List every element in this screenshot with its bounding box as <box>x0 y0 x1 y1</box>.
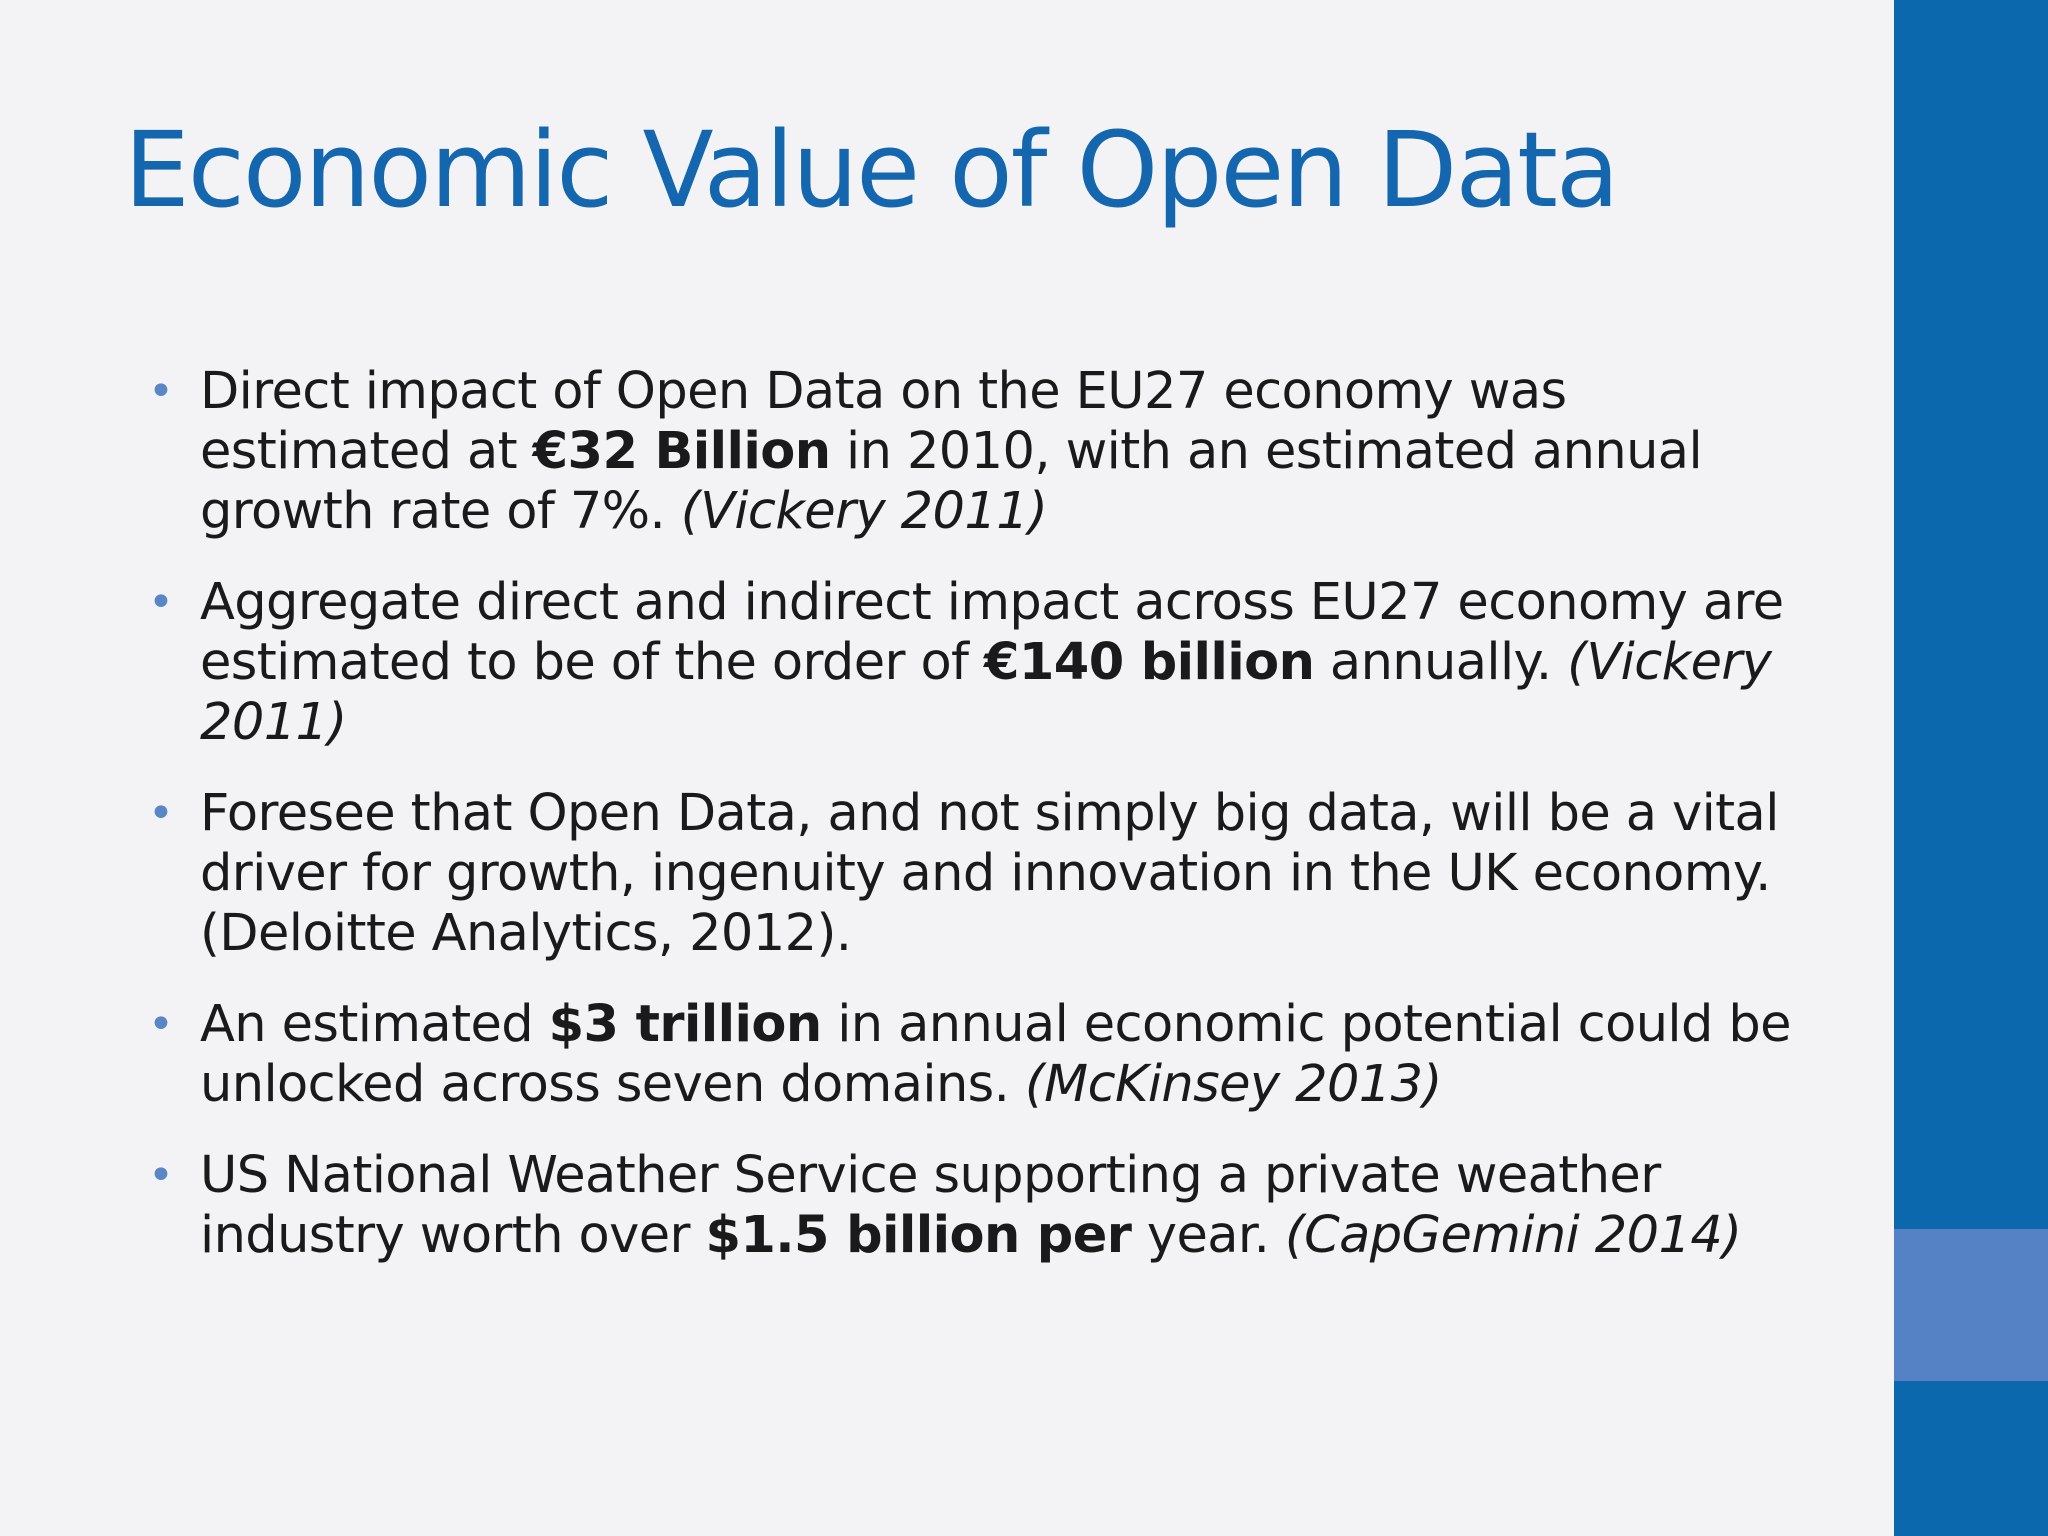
bullet-dot-icon: • <box>148 1150 174 1201</box>
bullet-item-weather-industry <box>148 1146 1808 1266</box>
bullet-highlight: $1.5 billion per <box>705 1206 1132 1265</box>
bullet-citation: (McKinsey 2013) <box>1024 1055 1442 1114</box>
bullet-text: annually. <box>1314 633 1568 692</box>
bullet-text: in 2010, with an estimated annual growth rate of 7%. <box>200 422 1703 541</box>
bullet-item-eu27-direct-impact <box>148 362 1808 542</box>
bullet-dot-icon: • <box>148 366 174 417</box>
bullet-citation: (Vickery 2011) <box>200 633 1772 752</box>
bullet-dot-icon: • <box>148 788 174 839</box>
bullet-text: US National Weather Service supporting a private weather industry worth over <box>200 1146 1661 1265</box>
bullet-text: An estimated <box>200 995 549 1054</box>
bullet-citation: (CapGemini 2014) <box>1284 1206 1742 1265</box>
bullet-text: Foresee that Open Data, and not simply big data, will be a vital driver for growth, ingenuity and innovation in the UK economy. (Deloitte Analytics, 2012). <box>200 784 1779 963</box>
bullet-text: Aggregate direct and indirect impact across EU27 economy are estimated to be of the order of <box>200 573 1784 692</box>
bullet-citation: (Vickery 2011) <box>680 482 1048 541</box>
sidebar-accent-block <box>1894 1229 2048 1381</box>
bullet-dot-icon: • <box>148 999 174 1050</box>
bullet-text: year. <box>1131 1206 1285 1265</box>
bullet-text: Direct impact of Open Data on the EU27 economy was estimated at <box>200 362 1567 481</box>
bullet-item-eu27-aggregate-impact <box>148 573 1808 753</box>
bullet-highlight: €32 Billion <box>532 422 831 481</box>
bullet-dot-icon: • <box>148 577 174 628</box>
bullet-list <box>148 362 1808 1297</box>
bullet-highlight: €140 billion <box>984 633 1315 692</box>
slide-title: Economic Value of Open Data <box>124 109 1618 231</box>
bullet-item-mckinsey-potential <box>148 995 1808 1115</box>
bullet-highlight: $3 trillion <box>548 995 822 1054</box>
bullet-text: in annual economic potential could be unlocked across seven domains. <box>200 995 1791 1114</box>
bullet-item-uk-growth-driver <box>148 784 1808 964</box>
